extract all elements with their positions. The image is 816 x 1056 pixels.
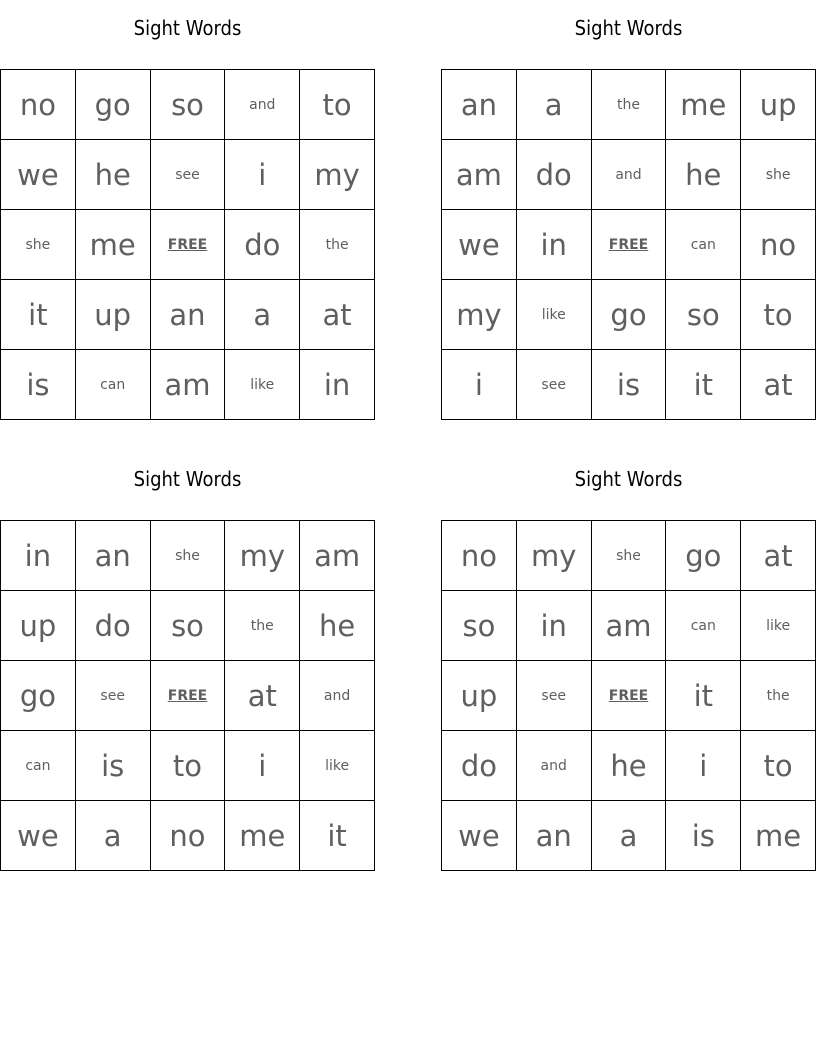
word-cell: can xyxy=(75,350,150,420)
word-cell: my xyxy=(516,521,591,591)
grid-row xyxy=(442,350,816,420)
word-cell: do xyxy=(75,591,150,661)
card-title: Sight Words xyxy=(574,16,683,40)
word-cell: she xyxy=(591,521,666,591)
grid-row xyxy=(442,521,816,591)
word-cell: in xyxy=(1,521,76,591)
word-cell: and xyxy=(591,140,666,210)
word-cell: and xyxy=(225,70,300,140)
grid-row xyxy=(442,140,816,210)
word-cell: i xyxy=(666,731,741,801)
grid-row xyxy=(1,140,375,210)
word-cell: the xyxy=(300,210,375,280)
grid-row xyxy=(1,801,375,871)
word-cell: she xyxy=(150,521,225,591)
word-cell: a xyxy=(75,801,150,871)
word-cell: can xyxy=(1,731,76,801)
word-cell: he xyxy=(666,140,741,210)
word-cell: so xyxy=(666,280,741,350)
word-cell: to xyxy=(741,280,816,350)
word-cell: like xyxy=(225,350,300,420)
free-space-cell: FREE xyxy=(591,661,666,731)
word-cell: an xyxy=(150,280,225,350)
word-cell: go xyxy=(591,280,666,350)
word-cell: so xyxy=(150,70,225,140)
word-cell: go xyxy=(666,521,741,591)
grid-row xyxy=(1,280,375,350)
word-cell: a xyxy=(591,801,666,871)
word-cell: he xyxy=(300,591,375,661)
word-cell: to xyxy=(150,731,225,801)
word-cell: we xyxy=(442,210,517,280)
word-cell: like xyxy=(741,591,816,661)
word-cell: do xyxy=(516,140,591,210)
word-cell: see xyxy=(516,661,591,731)
word-cell: at xyxy=(225,661,300,731)
word-cell: me xyxy=(225,801,300,871)
word-cell: see xyxy=(150,140,225,210)
free-space-cell: FREE xyxy=(150,210,225,280)
word-cell: go xyxy=(75,70,150,140)
word-cell: am xyxy=(442,140,517,210)
word-cell: up xyxy=(442,661,517,731)
word-cell: a xyxy=(225,280,300,350)
word-cell: we xyxy=(1,801,76,871)
word-cell: i xyxy=(225,731,300,801)
card-title: Sight Words xyxy=(133,16,242,40)
word-cell: me xyxy=(666,70,741,140)
word-cell: he xyxy=(591,731,666,801)
word-cell: so xyxy=(150,591,225,661)
word-cell: can xyxy=(666,210,741,280)
word-cell: see xyxy=(516,350,591,420)
word-cell: so xyxy=(442,591,517,661)
grid-row xyxy=(442,70,816,140)
grid-row xyxy=(1,350,375,420)
word-cell: she xyxy=(1,210,76,280)
word-cell: me xyxy=(75,210,150,280)
word-cell: it xyxy=(666,661,741,731)
word-cell: the xyxy=(591,70,666,140)
grid-row xyxy=(442,731,816,801)
word-cell: i xyxy=(442,350,517,420)
word-cell: an xyxy=(516,801,591,871)
grid-row xyxy=(442,661,816,731)
word-cell: my xyxy=(300,140,375,210)
grid-row xyxy=(1,591,375,661)
word-cell: at xyxy=(300,280,375,350)
grid-row xyxy=(442,591,816,661)
grid-row xyxy=(1,731,375,801)
grid-row xyxy=(1,210,375,280)
word-grid xyxy=(441,520,816,871)
word-cell: do xyxy=(442,731,517,801)
word-cell: my xyxy=(442,280,517,350)
word-cell: my xyxy=(225,521,300,591)
word-cell: to xyxy=(741,731,816,801)
word-cell: in xyxy=(300,350,375,420)
word-cell: an xyxy=(75,521,150,591)
word-cell: no xyxy=(442,521,517,591)
word-cell: am xyxy=(300,521,375,591)
word-cell: do xyxy=(225,210,300,280)
word-cell: it xyxy=(666,350,741,420)
word-cell: it xyxy=(300,801,375,871)
word-cell: in xyxy=(516,210,591,280)
word-cell: is xyxy=(1,350,76,420)
word-cell: up xyxy=(75,280,150,350)
word-cell: am xyxy=(591,591,666,661)
word-cell: in xyxy=(516,591,591,661)
free-space-cell: FREE xyxy=(591,210,666,280)
word-cell: go xyxy=(1,661,76,731)
grid-row xyxy=(442,801,816,871)
word-cell: up xyxy=(1,591,76,661)
word-cell: he xyxy=(75,140,150,210)
word-cell: no xyxy=(741,210,816,280)
word-cell: no xyxy=(150,801,225,871)
word-cell: she xyxy=(741,140,816,210)
word-cell: at xyxy=(741,521,816,591)
word-cell: is xyxy=(75,731,150,801)
word-grid xyxy=(441,69,816,420)
word-cell: and xyxy=(300,661,375,731)
word-cell: see xyxy=(75,661,150,731)
word-cell: can xyxy=(666,591,741,661)
card-title: Sight Words xyxy=(574,467,683,491)
word-cell: am xyxy=(150,350,225,420)
word-cell: a xyxy=(516,70,591,140)
word-cell: and xyxy=(516,731,591,801)
word-cell: like xyxy=(516,280,591,350)
word-cell: at xyxy=(741,350,816,420)
word-cell: like xyxy=(300,731,375,801)
word-cell: the xyxy=(741,661,816,731)
word-cell: is xyxy=(666,801,741,871)
card-title: Sight Words xyxy=(133,467,242,491)
free-space-cell: FREE xyxy=(150,661,225,731)
word-cell: the xyxy=(225,591,300,661)
word-cell: to xyxy=(300,70,375,140)
grid-row xyxy=(1,661,375,731)
word-cell: an xyxy=(442,70,517,140)
word-cell: i xyxy=(225,140,300,210)
grid-row xyxy=(442,280,816,350)
word-cell: me xyxy=(741,801,816,871)
word-cell: no xyxy=(1,70,76,140)
grid-row xyxy=(1,521,375,591)
word-cell: we xyxy=(1,140,76,210)
word-cell: up xyxy=(741,70,816,140)
word-grid xyxy=(0,69,375,420)
grid-row xyxy=(442,210,816,280)
word-cell: is xyxy=(591,350,666,420)
grid-row xyxy=(1,70,375,140)
word-cell: it xyxy=(1,280,76,350)
word-cell: we xyxy=(442,801,517,871)
word-grid xyxy=(0,520,375,871)
